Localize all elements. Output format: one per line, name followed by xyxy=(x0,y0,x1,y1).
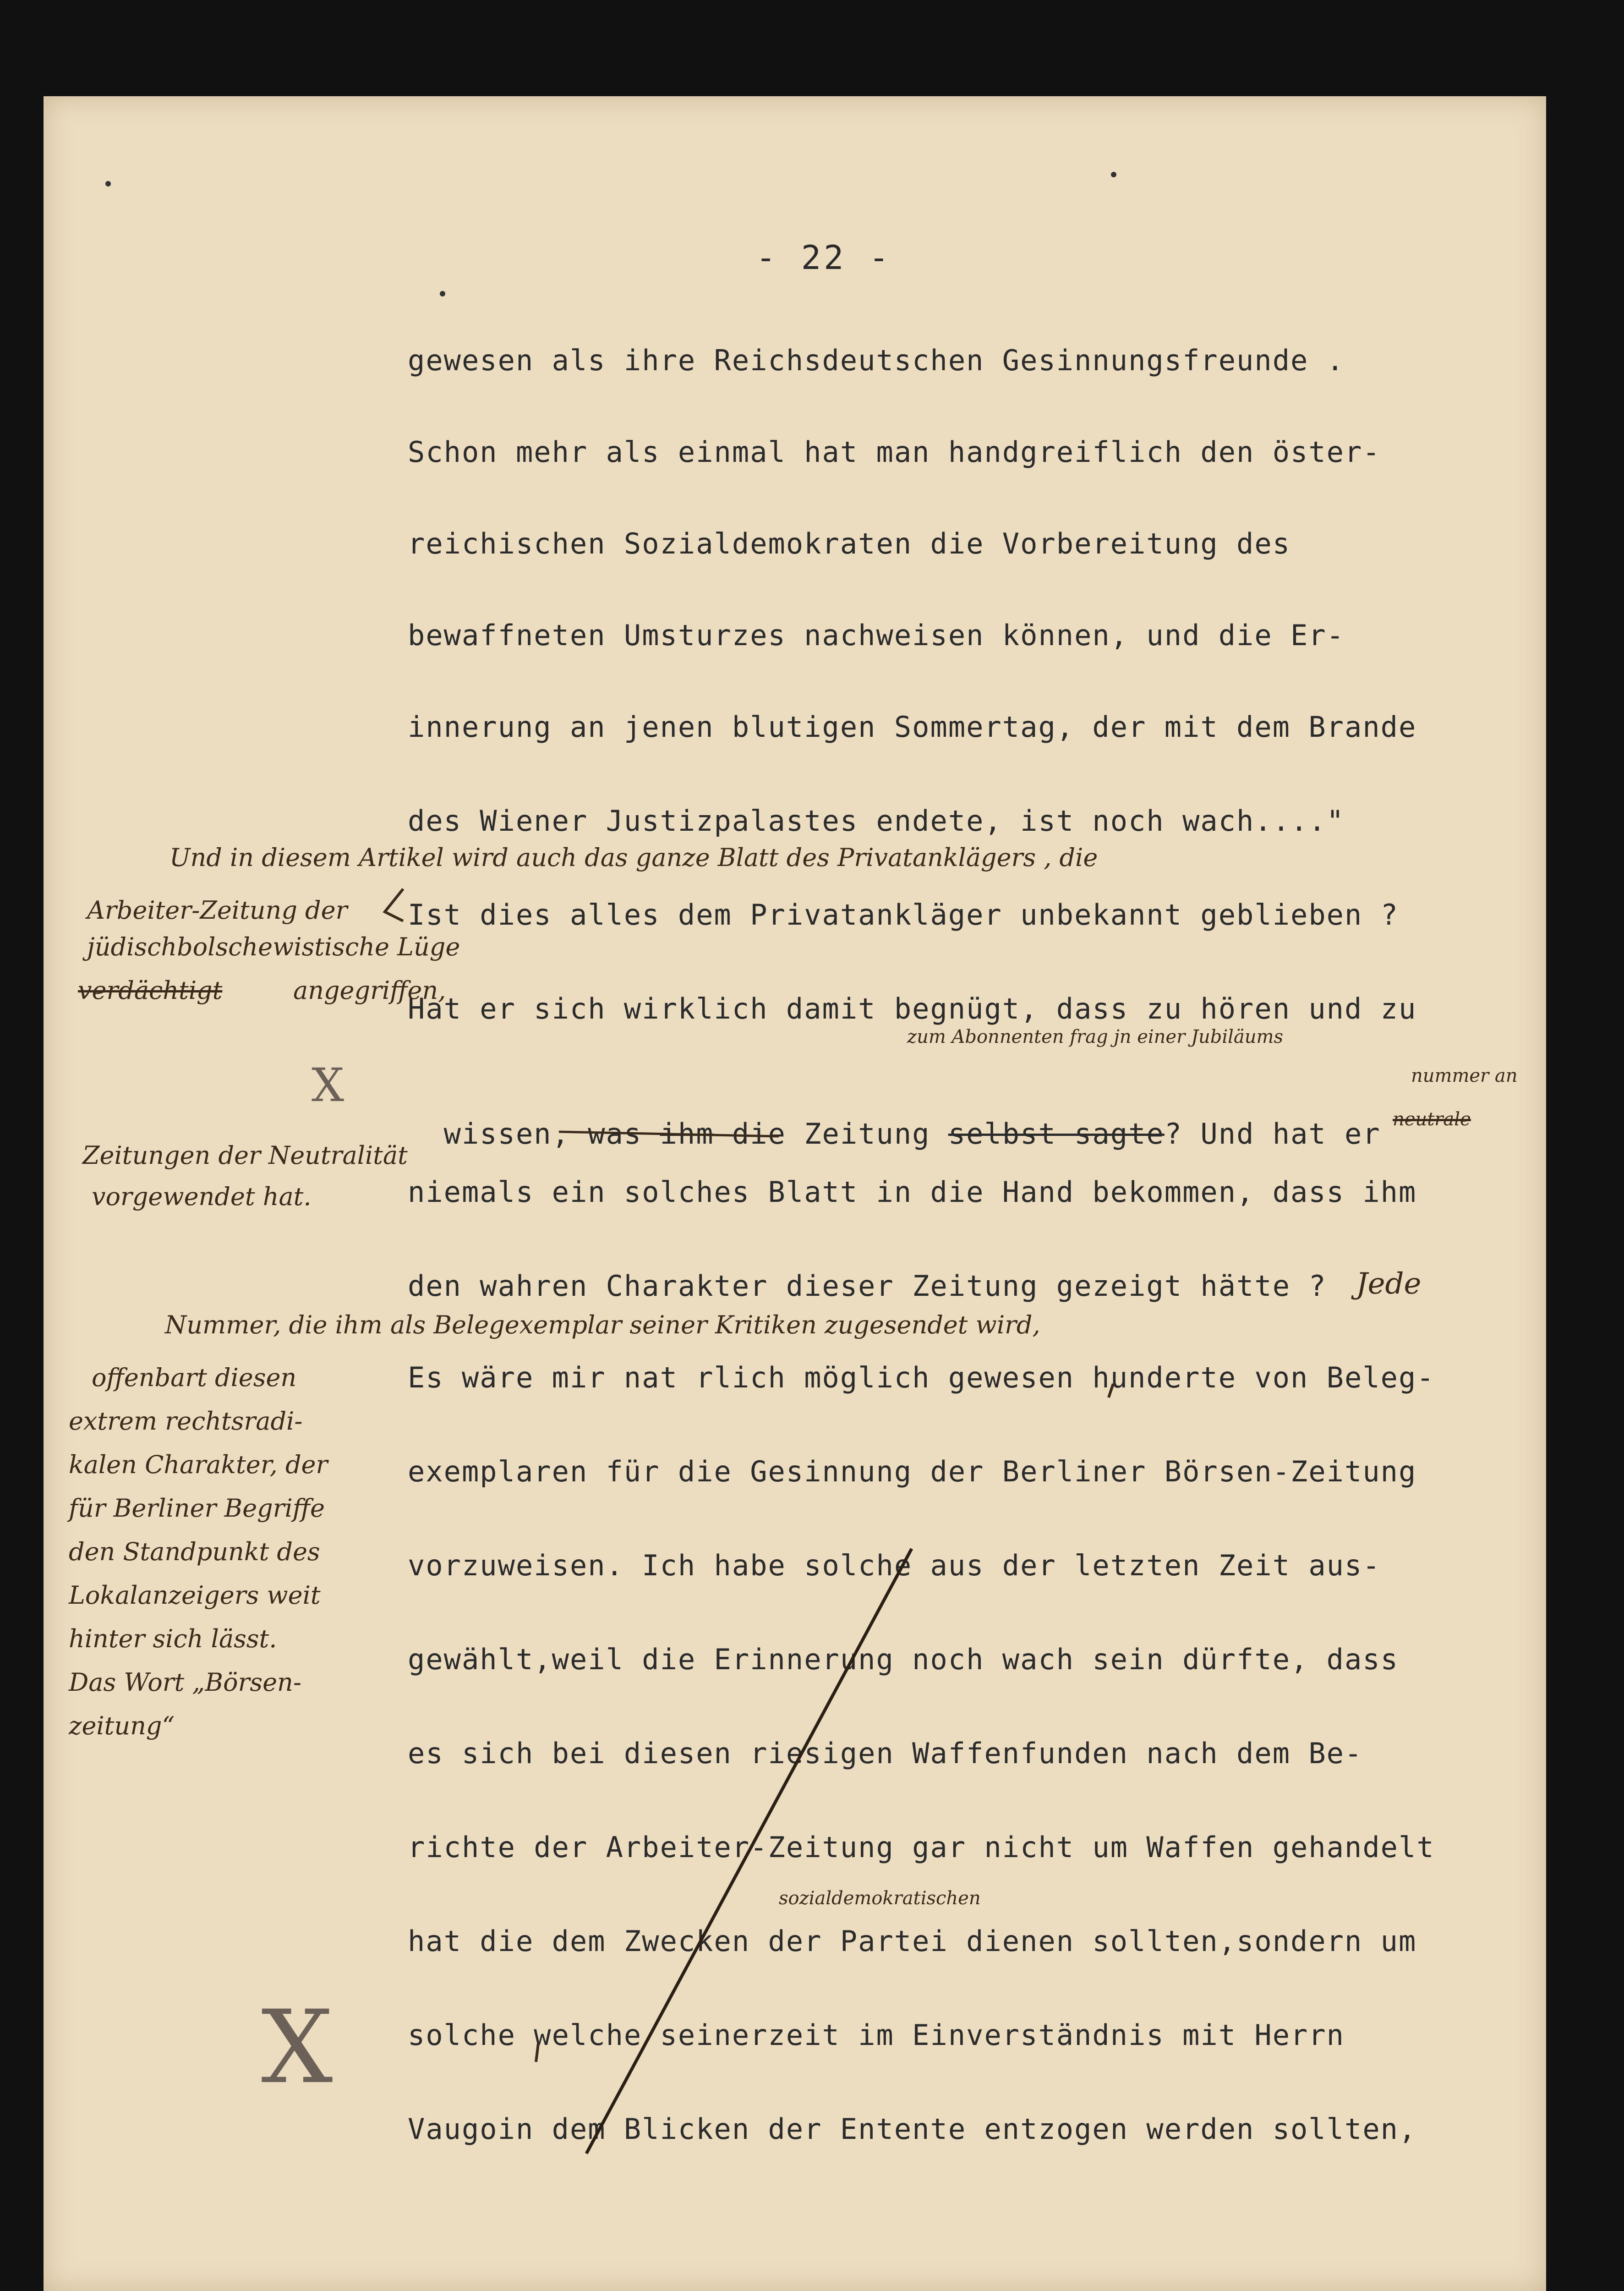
insertion-caret-2 xyxy=(536,2044,538,2062)
typed-line-4: bewaffneten Umsturzes nachweisen können, und die Er- xyxy=(408,619,1345,652)
insertion-caret-1 xyxy=(1109,1384,1113,1398)
handwritten-note-margin-charakter-6: Lokalanzeigers weit xyxy=(69,1581,321,1610)
typed-line-13: exemplaren für die Gesinnung der Berliner Börsen-Zeitung xyxy=(408,1455,1417,1488)
typed-line-3: reichischen Sozialdemokraten die Vorbereitung des xyxy=(408,527,1291,560)
typed-line-1: gewesen als ihre Reichsdeutschen Gesinnungsfreunde . xyxy=(408,344,1345,377)
typed-line-9-end: ? Und hat er xyxy=(1164,1117,1381,1151)
typed-line-15: gewählt,weil die Erinnerung noch wach sein dürfte, dass xyxy=(408,1643,1399,1676)
typed-line-12: Es wäre mir nat rlich möglich gewesen hunderte von Beleg- xyxy=(408,1361,1435,1394)
handwritten-note-x-mark: X xyxy=(312,1058,344,1112)
typed-line-11: den wahren Charakter dieser Zeitung gezeigt hätte ? xyxy=(408,1269,1327,1303)
insertion-bracket-1 xyxy=(385,889,403,921)
handwritten-note-margin-angegriffen: angegriffen, xyxy=(293,976,446,1005)
handwritten-note-jede: Jede xyxy=(1356,1267,1422,1301)
handwritten-note-sozialdemokratischen: sozialdemokratischen xyxy=(779,1888,981,1909)
underline-zeitung xyxy=(559,1132,779,1136)
handwritten-note-abonnenten: zum Abonnenten frag jn einer Jubiläums xyxy=(907,1026,1283,1047)
page-number: - 22 - xyxy=(756,238,892,277)
handwritten-note-neutrale: neutrale xyxy=(1393,1109,1471,1130)
typed-line-17: richte der Arbeiter-Zeitung gar nicht um Waffen gehandelt xyxy=(408,1831,1435,1864)
typed-line-6: des Wiener Justizpalastes endete, ist noch wach...." xyxy=(408,804,1345,838)
handwritten-note-margin-luege: jüdischbolschewistische Lüge xyxy=(87,932,460,961)
handwritten-note-nummer-beleg: Nummer, die ihm als Belegexemplar seiner Kritiken zugesendet wird, xyxy=(165,1310,1040,1339)
typed-line-8: Hat er sich wirklich damit begnügt, dass zu hören und zu xyxy=(408,992,1417,1025)
handwritten-note-margin-charakter-4: für Berliner Begriffe xyxy=(69,1494,325,1523)
handwritten-note-vorgewendet: vorgewendet hat. xyxy=(92,1182,312,1211)
typed-line-18: hat die dem Zwecken der Partei dienen sollten,sondern um xyxy=(408,1924,1417,1958)
typed-line-2: Schon mehr als einmal hat man handgreiflich den öster- xyxy=(408,435,1381,469)
struck-phrase: selbst sagte xyxy=(948,1117,1165,1151)
handwritten-note-margin-charakter-5: den Standpunkt des xyxy=(69,1537,320,1566)
handwritten-note-margin-charakter-2: extrem rechtsradi- xyxy=(69,1407,303,1436)
handwritten-note-margin-charakter-9: zeitung“ xyxy=(69,1711,175,1740)
typed-line-5: innerung an jenen blutigen Sommertag, der mit dem Brande xyxy=(408,710,1417,744)
diagonal-strike-line xyxy=(586,1549,912,2154)
struck-word: ihm xyxy=(660,1117,714,1151)
typed-line-20: Vaugoin dem Blicken der Entente entzogen werden sollten, xyxy=(408,2112,1417,2146)
handwritten-note-neutralitaet: Zeitungen der Neutralität xyxy=(82,1141,408,1170)
typed-line-16: es sich bei diesen riesigen Waffenfunden nach dem Be- xyxy=(408,1737,1363,1770)
typed-line-7: Ist dies alles dem Privatankläger unbekannt geblieben ? xyxy=(408,898,1399,932)
handwritten-note-nummer: nummer an xyxy=(1411,1065,1518,1086)
handwritten-note-margin-arbeiter: Arbeiter-Zeitung der xyxy=(87,896,348,925)
handwritten-note-x-mark-lower: X xyxy=(261,1989,333,2106)
typed-line-9-start: wissen, was xyxy=(443,1117,642,1151)
typed-line-14: vorzuweisen. Ich habe solche aus der letzten Zeit aus- xyxy=(408,1549,1381,1582)
handwritten-note-margin-struck: verdächtigt xyxy=(78,976,223,1005)
typed-line-10: niemals ein solches Blatt in die Hand bekommen, dass ihm xyxy=(408,1175,1417,1209)
typed-line-19: solche welche seinerzeit im Einverständnis mit Herrn xyxy=(408,2018,1345,2052)
handwritten-note-margin-charakter-1: offenbart diesen xyxy=(92,1363,297,1392)
handwritten-note-margin-charakter-3: kalen Charakter, der xyxy=(69,1450,328,1479)
handwritten-note-article: Und in diesem Artikel wird auch das ganze Blatt des Privatanklägers , die xyxy=(170,843,1098,872)
handwritten-note-margin-charakter-7: hinter sich lässt. xyxy=(69,1624,277,1653)
handwritten-note-margin-charakter-8: Das Wort „Börsen- xyxy=(69,1668,302,1697)
typed-line-9-middle: die Zeitung xyxy=(732,1117,930,1151)
